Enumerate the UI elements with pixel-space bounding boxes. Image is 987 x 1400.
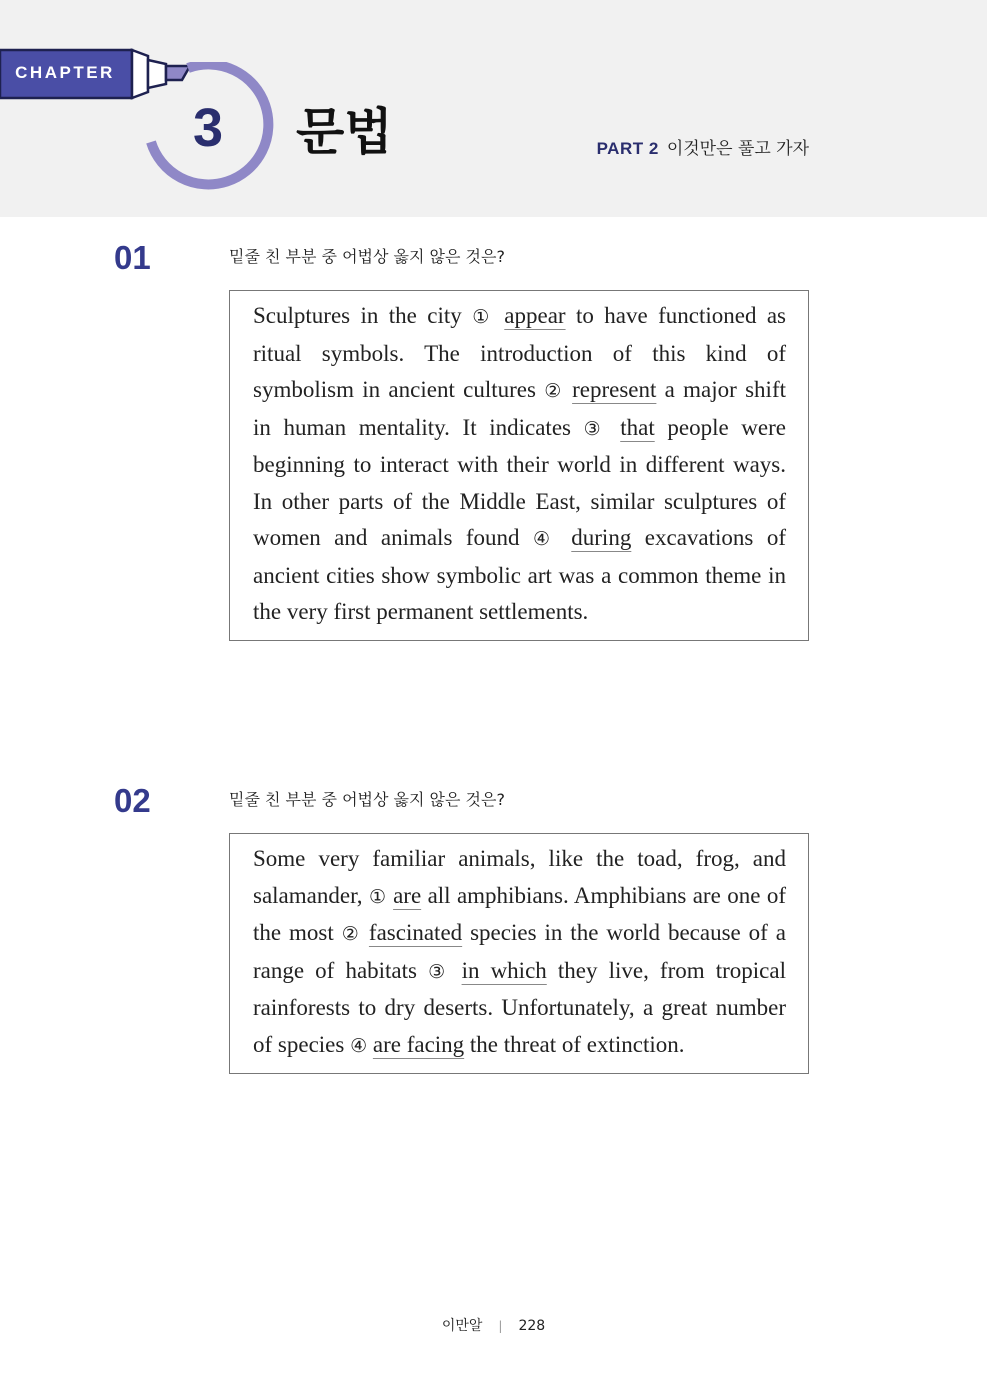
passage-text	[564, 377, 572, 402]
underlined-choice: are	[393, 882, 422, 908]
passage-text: to have functioned as ritual symbols. The introduction of this kind of symbolism in ancient cultures	[253, 303, 787, 402]
question-instruction: 밑줄 친 부분 중 어법상 옳지 않은 것은?	[229, 247, 505, 266]
choice-number: ②	[544, 380, 564, 402]
underlined-choice: are facing	[372, 1031, 465, 1057]
choice-number: ②	[341, 923, 361, 945]
choice-number: ④	[350, 1034, 368, 1057]
passage-text: Sculptures in the city	[253, 303, 473, 328]
underlined-choice: in which	[461, 957, 547, 983]
underlined-choice: fascinated	[368, 920, 463, 945]
passage-text: Some very familiar animals, like the toad, frog, and salamander,	[253, 846, 786, 908]
underlined-choice: during	[571, 525, 632, 550]
underlined-choice: appear	[504, 303, 566, 328]
chapter-number: 3	[192, 98, 224, 158]
passage-text	[558, 525, 571, 550]
part-number: PART 2	[596, 139, 659, 158]
passage-text: species in the world because of a range of habitats	[253, 920, 786, 983]
footer-divider: |	[498, 1319, 503, 1333]
chapter-label: CHAPTER	[15, 63, 115, 82]
choice-number: ④	[533, 528, 558, 550]
underlined-choice: that	[620, 414, 655, 440]
question-number: 02	[114, 782, 151, 819]
part-title: 이것만은 풀고 가자	[666, 139, 809, 159]
passage-text: they live, from tropical rainforests to dry deserts. Unfortunately, a great number of species	[253, 957, 786, 1057]
passage-box	[229, 833, 809, 1074]
passage-text	[361, 920, 369, 945]
choice-number: ①	[368, 885, 387, 908]
passage-text: people were beginning to interact with their world in different ways. In other parts of the Middle East, similar sculptures of women and animals found	[253, 414, 786, 550]
passage-text	[494, 303, 504, 328]
book-name: 이만알	[441, 1318, 483, 1334]
choice-number: ③	[583, 417, 608, 440]
page-footer	[0, 1316, 987, 1336]
passage-text	[450, 958, 461, 983]
part-heading	[597, 138, 809, 160]
passage-text: the threat of extinction.	[464, 1031, 685, 1057]
page-number: 228	[518, 1318, 546, 1334]
question-instruction: 밑줄 친 부분 중 어법상 옳지 않은 것은?	[229, 790, 505, 809]
passage-text	[608, 415, 621, 440]
question-number: 01	[114, 239, 151, 276]
chapter-title: 문법	[296, 103, 393, 161]
passage-box	[229, 290, 809, 641]
passage-text: a major shift in human mentality. It indicates	[253, 377, 786, 440]
passage-text: excavations of ancient cities show symbolic art was a common theme in the very first permanent settlements.	[253, 525, 786, 624]
underlined-choice: represent	[572, 377, 657, 402]
passage-text: all amphibians. Amphibians are one of the most	[253, 882, 786, 945]
choice-number: ①	[472, 306, 494, 328]
choice-number: ③	[428, 960, 451, 983]
